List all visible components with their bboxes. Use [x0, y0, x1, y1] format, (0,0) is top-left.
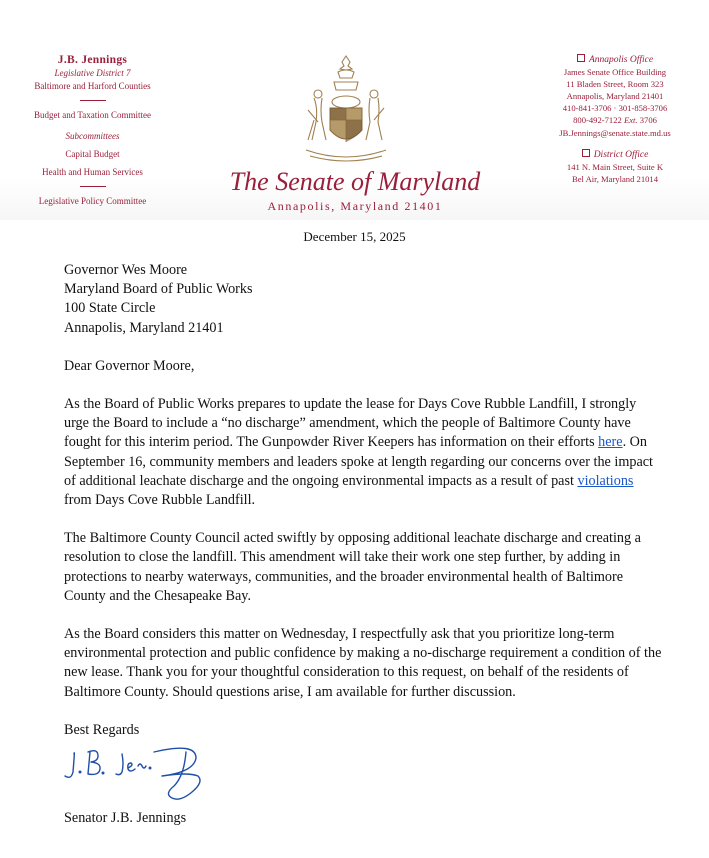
tollfree-phone: 800-492-7122 Ext. 3706	[573, 115, 657, 126]
address-line: Maryland Board of Public Works	[64, 281, 253, 298]
letter-body	[64, 261, 664, 740]
checkbox-square-icon	[582, 149, 590, 157]
address-line: Annapolis, Maryland 21401	[64, 319, 224, 336]
address-line: 11 Bladen Street, Room 323	[566, 79, 664, 90]
email: JB.Jennings@senate.state.md.us	[559, 127, 671, 138]
signer-name: Senator J.B. Jennings	[64, 810, 187, 826]
senator-info-block	[10, 54, 175, 208]
address-line: Annapolis, Maryland 21401	[566, 91, 664, 102]
senate-title: The Senate of Maryland	[229, 167, 481, 196]
checkbox-square-icon	[577, 54, 585, 62]
annapolis-office-label: Annapolis Office	[530, 54, 700, 66]
address-line: Governor Wes Moore	[64, 262, 188, 278]
subcommittee-item: Capital Budget	[65, 149, 120, 159]
senator-name: J.B. Jennings	[57, 54, 128, 66]
committee: Budget and Taxation Committee	[34, 110, 151, 120]
address-line: Bel Air, Maryland 21014	[571, 173, 659, 184]
letterhead	[0, 0, 709, 220]
recipient-address	[64, 261, 664, 338]
counties: Baltimore and Harford Counties	[34, 81, 151, 91]
office-info-block	[530, 54, 700, 185]
paragraph-2: The Baltimore County Council acted swiftly by opposing additional leachate discharge and creating a resolution to close the landfill. This amendment will take their work one step further, by adding in protections to nearby waterways, communities, and the broader environmental health of Baltimore County and the Chesapeake Bay.	[64, 530, 641, 604]
salutation: Dear Governor Moore,	[64, 357, 195, 374]
divider	[80, 100, 106, 101]
paragraph-3: As the Board considers this matter on Wednesday, I respectfully ask that you prioritize long-term environmental protection and public confidence by making a no-discharge requirement a condition of the new lease. Thank you for your thoughtful consideration to this request, on behalf of the residents of Baltimore County. Should questions arise, I am available for further discussion.	[64, 626, 662, 700]
subcommittee-item: Health and Human Services	[42, 167, 143, 177]
senate-subtitle: Annapolis, Maryland 21401	[267, 199, 443, 213]
letter-date: December 15, 2025	[303, 229, 406, 244]
maryland-seal-icon	[300, 52, 392, 164]
phone-line: 410-841-3706 · 301-858-3706	[562, 103, 668, 114]
paragraph-1: As the Board of Public Works prepares to update the lease for Days Cove Rubble Landfill, I strongly urge the Board to include a “no discharge” amendment, which the people of Baltimore County have fought for this interim period. The Gunpowder River Keepers has information on their efforts here. On September 16, community members and leaders spoke at length regarding our concerns over the impact of additional leachate discharge and the ongoing environmental impacts as a result of past violations from Days Cove Rubble Landfill.	[64, 396, 653, 509]
closing: Best Regards	[64, 721, 140, 738]
here-link[interactable]: here	[598, 434, 623, 451]
violations-link[interactable]: violations	[577, 472, 634, 489]
address-line: 141 N. Main Street, Suite K	[566, 161, 664, 172]
handwritten-signature	[60, 738, 210, 806]
policy-committee: Legislative Policy Committee	[38, 196, 147, 206]
district-office-label: District Office	[530, 149, 700, 161]
divider	[80, 186, 106, 187]
address-line: 100 State Circle	[64, 300, 156, 317]
subcommittees-label: Subcommittees	[65, 131, 120, 141]
address-line: James Senate Office Building	[563, 67, 667, 78]
district: Legislative District 7	[54, 68, 131, 78]
